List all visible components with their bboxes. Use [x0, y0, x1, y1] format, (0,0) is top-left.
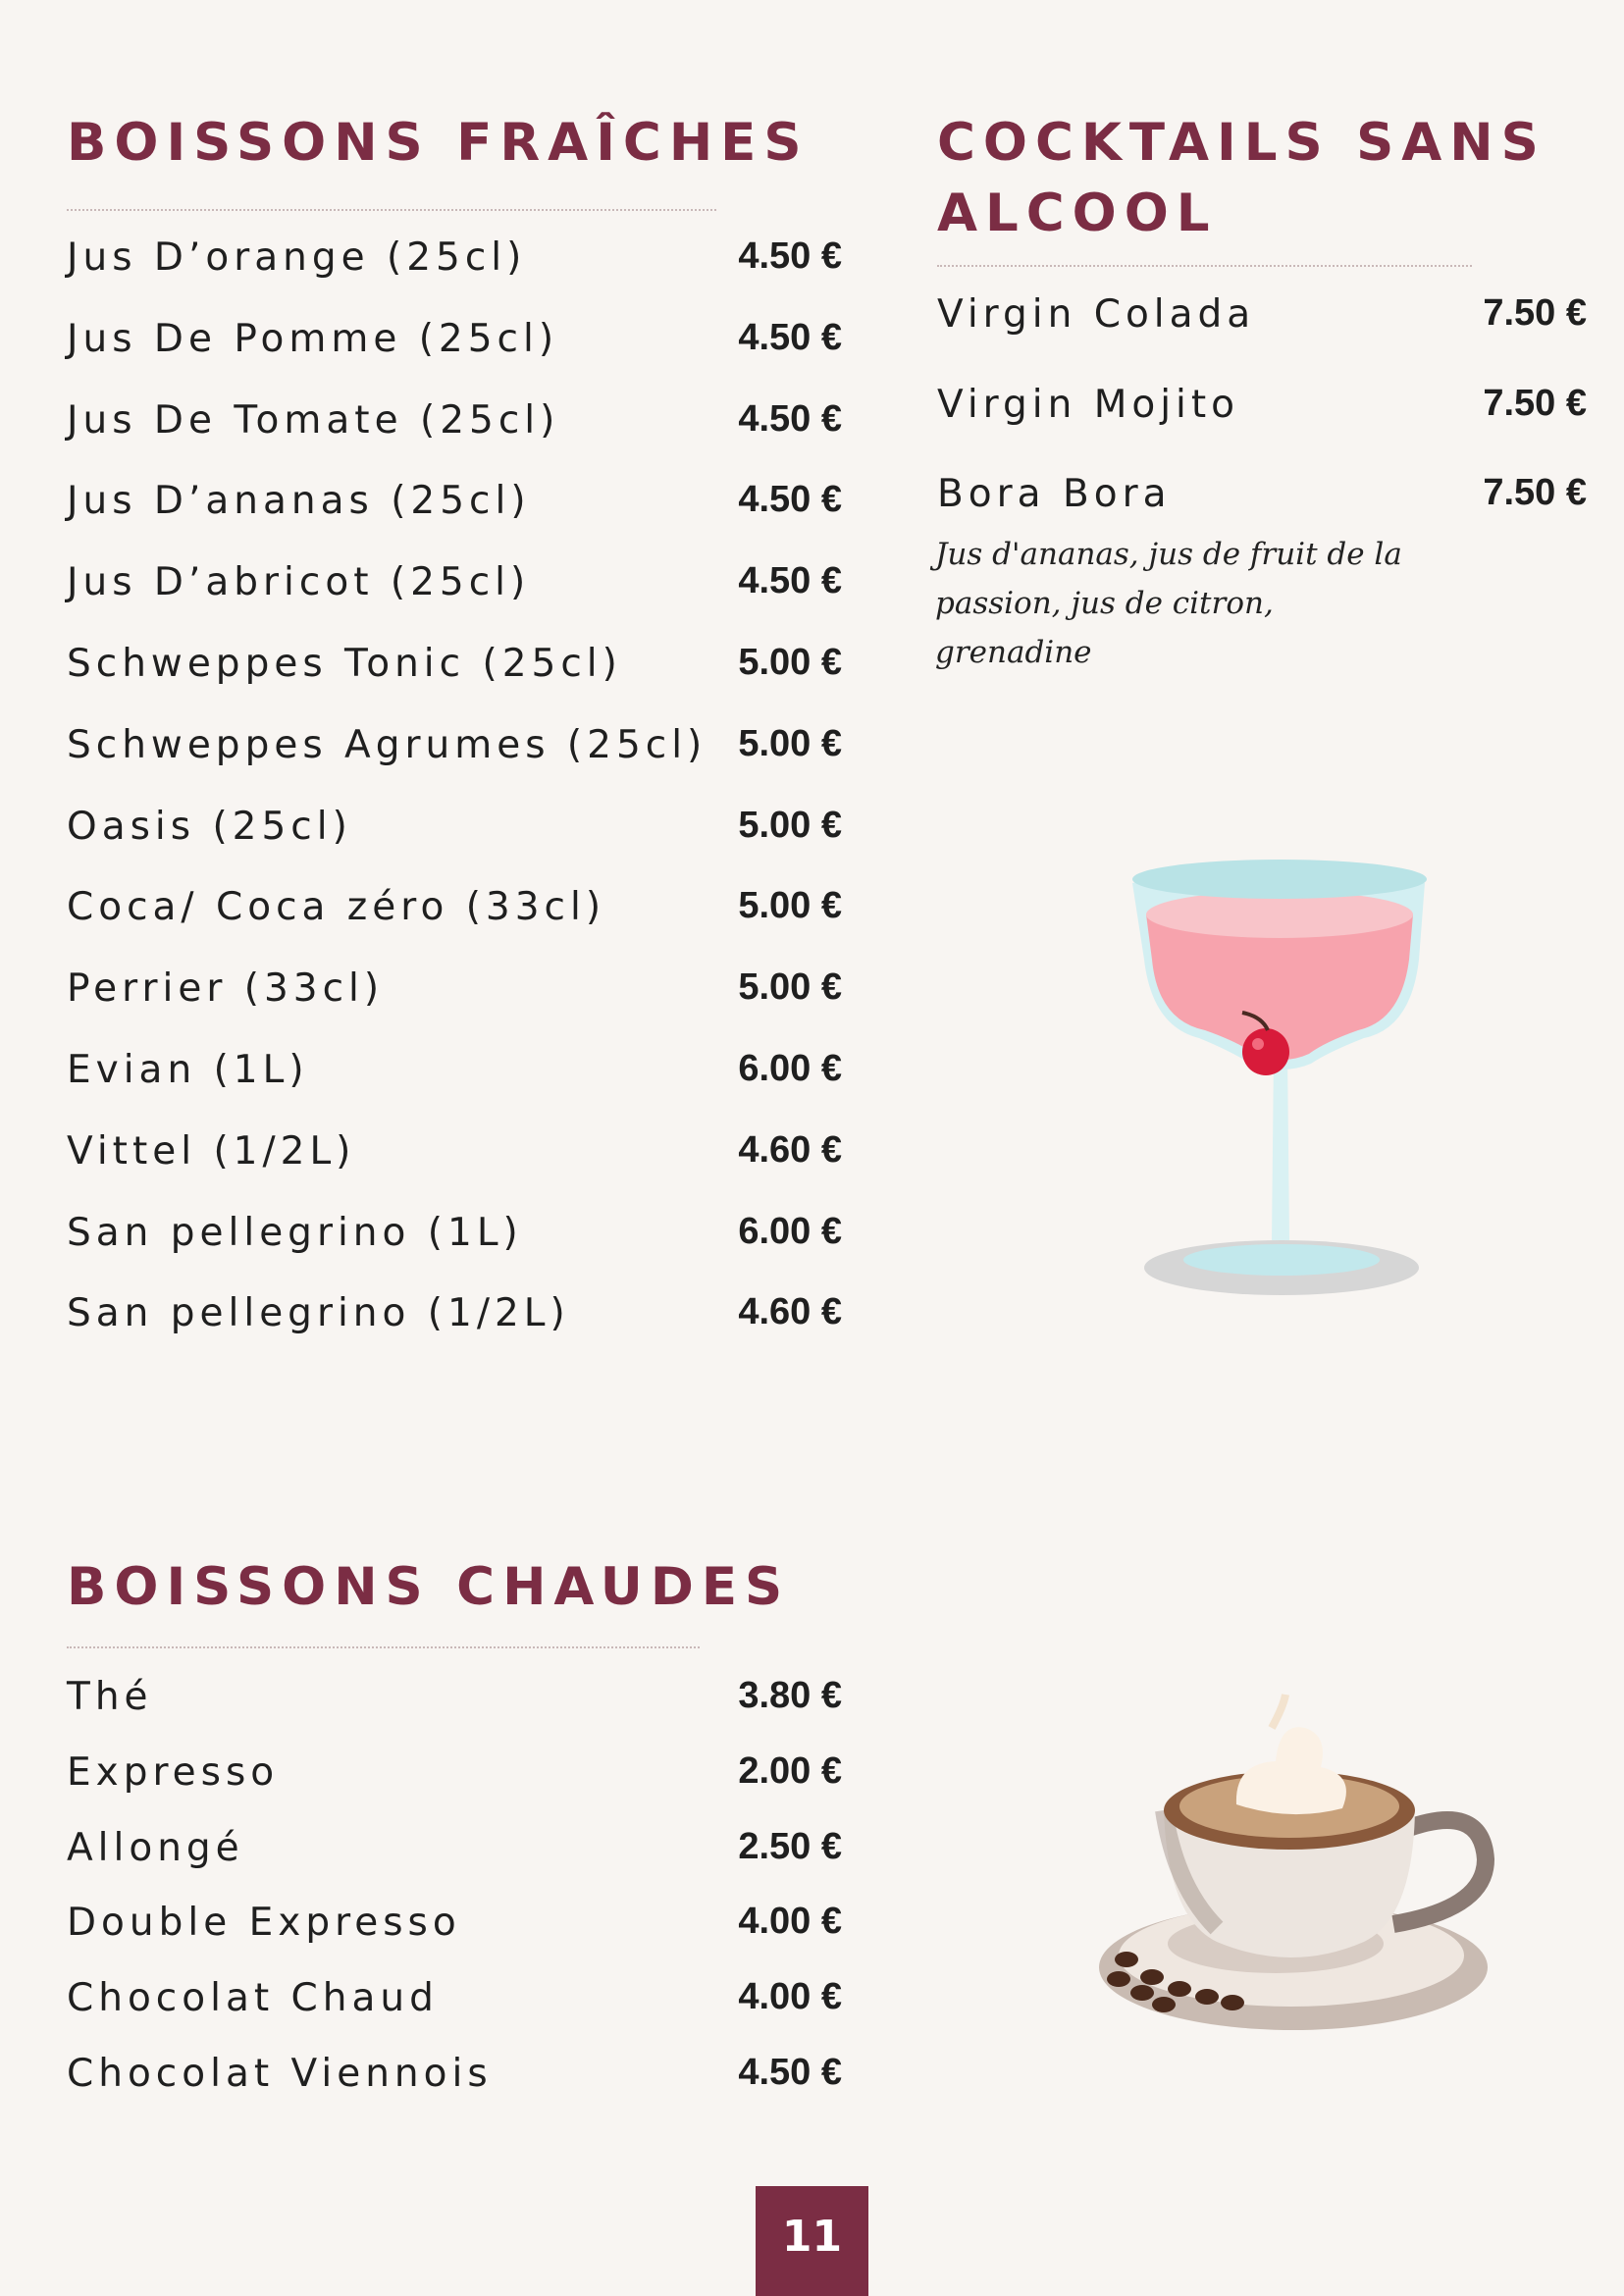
menu-item: [67, 642, 842, 723]
menu-item-name: Jus De Tomate (25cl): [67, 397, 560, 443]
menu-list-boissons-chaudes: [67, 1675, 842, 2127]
menu-item-price: 4.60 €: [738, 1128, 842, 1171]
coffee-cup-icon: [1070, 1693, 1511, 2046]
menu-item-price: 5.00 €: [738, 722, 842, 764]
divider-cocktails-sans-alcool: [937, 265, 1472, 267]
section-title-boissons-chaudes: BOISSONS CHAUDES: [67, 1557, 791, 1617]
menu-item-name: Schweppes Tonic (25cl): [67, 641, 622, 686]
menu-item-price: 2.50 €: [738, 1825, 842, 1867]
menu-item: [67, 1750, 842, 1826]
section-title-cocktails-sans-alcool: [937, 108, 1565, 249]
menu-item: [937, 292, 1587, 383]
menu-item-name: Vittel (1/2L): [67, 1128, 356, 1174]
menu-item: [67, 479, 842, 560]
menu-item-price: 4.50 €: [738, 479, 842, 521]
menu-item: [67, 1675, 842, 1750]
menu-item-price: 5.00 €: [738, 804, 842, 846]
menu-item-price: 5.00 €: [738, 885, 842, 927]
menu-item-price: 6.00 €: [738, 1210, 842, 1252]
divider-boissons-chaudes: [67, 1646, 700, 1648]
menu-item-name: Virgin Colada: [937, 292, 1256, 337]
menu-item: [67, 723, 842, 805]
menu-item-price: 7.50 €: [1483, 472, 1587, 513]
menu-item: [67, 1976, 842, 2052]
menu-item: [67, 966, 842, 1048]
menu-item-name: Virgin Mojito: [937, 382, 1240, 427]
menu-item: [67, 1129, 842, 1211]
menu-item-name: Allongé: [67, 1825, 244, 1870]
menu-item: [67, 805, 842, 886]
menu-item-price: 7.50 €: [1483, 382, 1587, 424]
menu-item-name: Expresso: [67, 1749, 280, 1795]
menu-item-name: San pellegrino (1/2L): [67, 1291, 570, 1336]
menu-item-name: Perrier (33cl): [67, 966, 385, 1012]
menu-item: [67, 1048, 842, 1129]
menu-item-name: Double Expresso: [67, 1901, 461, 1946]
menu-item-name: Jus D’abricot (25cl): [67, 560, 531, 605]
menu-item-price: 5.00 €: [738, 966, 842, 1009]
menu-item-name: Chocolat Viennois: [67, 2051, 493, 2096]
menu-item: [67, 560, 842, 642]
menu-item-name: Bora Bora: [937, 472, 1172, 516]
menu-item: [67, 1211, 842, 1292]
menu-item-name: Thé: [67, 1675, 153, 1719]
menu-item-price: 4.50 €: [738, 2051, 842, 2093]
menu-item-price: 6.00 €: [738, 1047, 842, 1089]
menu-item-name: Schweppes Agrumes (25cl): [67, 722, 707, 767]
menu-item-price: 4.50 €: [738, 316, 842, 358]
menu-item: [67, 398, 842, 480]
menu-item-name: Jus D’ananas (25cl): [67, 479, 531, 524]
menu-item-price: 7.50 €: [1483, 292, 1587, 334]
menu-item-price: 5.00 €: [738, 641, 842, 683]
menu-item: [67, 2052, 842, 2127]
menu-item-price: 4.60 €: [738, 1291, 842, 1333]
section-title-boissons-fraiches: BOISSONS FRAÎCHES: [67, 113, 810, 173]
bora-bora-description: Jus d'ananas, jus de fruit de la passion, jus de citron, grenadine: [935, 537, 1402, 670]
menu-item-name: San pellegrino (1L): [67, 1210, 523, 1255]
divider-boissons-fraiches: [67, 209, 716, 211]
menu-item-name: Jus D’orange (25cl): [67, 235, 527, 280]
menu-item: [67, 1901, 842, 1976]
menu-item-price: 4.00 €: [738, 1901, 842, 1943]
menu-item-price: 4.50 €: [738, 397, 842, 440]
menu-item: [937, 383, 1587, 473]
section-title-line-1: COCKTAILS SANS: [937, 113, 1546, 173]
menu-item-name: Oasis (25cl): [67, 804, 352, 849]
menu-item-price: 4.50 €: [738, 560, 842, 602]
menu-item: [67, 1291, 842, 1373]
menu-item-name: Jus De Pomme (25cl): [67, 316, 559, 361]
menu-item: [67, 885, 842, 966]
menu-item-price: 2.00 €: [738, 1749, 842, 1792]
menu-item: [67, 1826, 842, 1902]
menu-item: [67, 235, 842, 317]
menu-item-name: Chocolat Chaud: [67, 1976, 439, 2021]
menu-list-boissons-fraiches: [67, 235, 842, 1373]
menu-item-name: Coca/ Coca zéro (33cl): [67, 885, 606, 930]
cherry-cocktail-glass-icon: [1119, 844, 1433, 1315]
section-title-line-2: ALCOOL: [937, 183, 1218, 243]
menu-list-cocktails-sans-alcool: [937, 292, 1587, 562]
menu-item-price: 4.00 €: [738, 1976, 842, 2018]
menu-item: [67, 317, 842, 398]
menu-item-name: Evian (1L): [67, 1047, 309, 1092]
menu-item-price: 3.80 €: [738, 1675, 842, 1716]
menu-item-price: 4.50 €: [738, 235, 842, 277]
page-number: 11: [756, 2186, 868, 2296]
